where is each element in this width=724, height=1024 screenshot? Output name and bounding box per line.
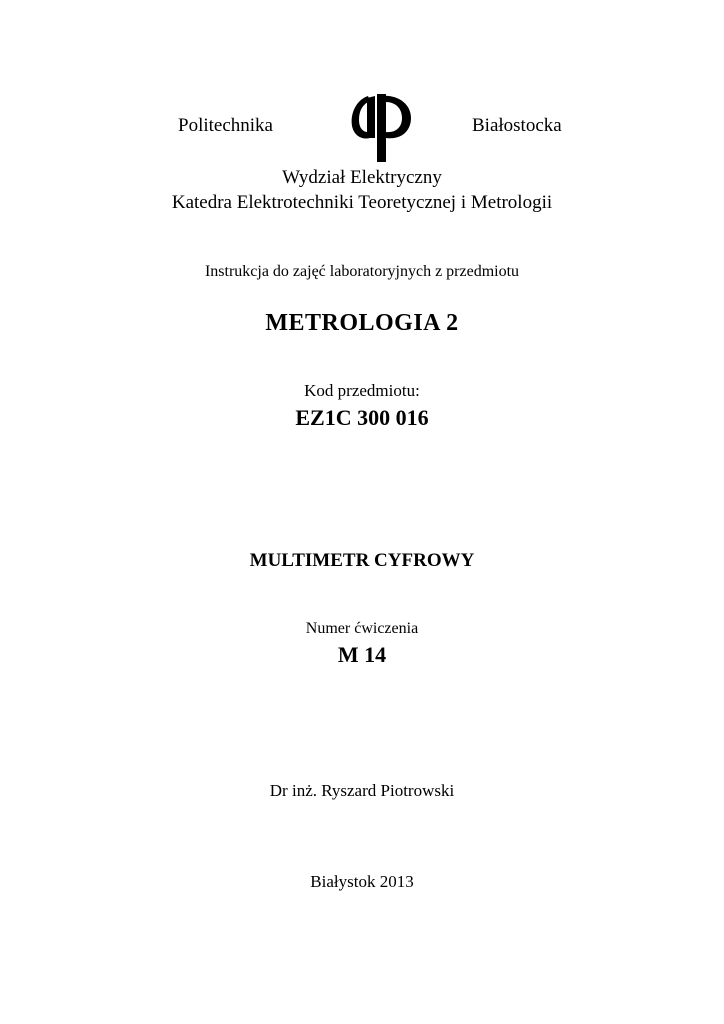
exercise-title: MULTIMETR CYFROWY [249, 550, 475, 571]
exercise-number: M 14 [337, 642, 387, 667]
faculty-name: Wydział Elektryczny [282, 167, 442, 188]
place-and-year: Białystok 2013 [310, 872, 414, 891]
subject-title: METROLOGIA 2 [265, 310, 459, 336]
university-name-right: Białostocka [472, 115, 562, 136]
author-name: Dr inż. Ryszard Piotrowski [269, 781, 455, 800]
politechnika-logo-icon [348, 88, 414, 162]
university-name-left: Politechnika [178, 115, 273, 136]
course-code-label: Kod przedmiotu: [304, 381, 420, 400]
department-name: Katedra Elektrotechniki Teoretycznej i Metrologii [171, 192, 553, 213]
instruction-intro: Instrukcja do zajęć laboratoryjnych z przedmiotu [204, 263, 520, 280]
course-code: EZ1C 300 016 [295, 405, 429, 430]
exercise-number-label: Numer ćwiczenia [305, 620, 419, 637]
